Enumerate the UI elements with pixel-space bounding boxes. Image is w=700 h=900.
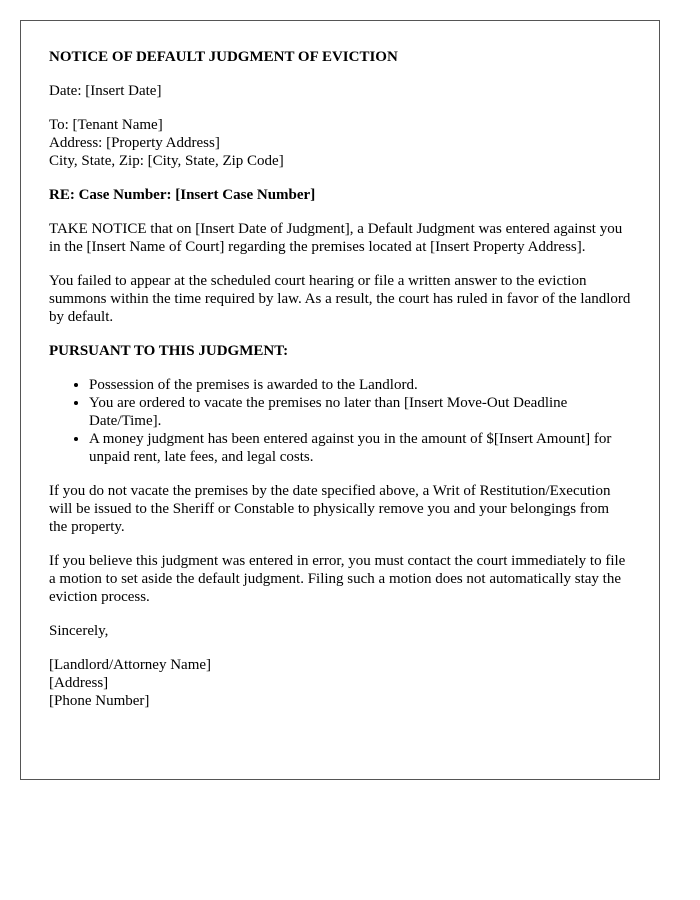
signature-block: [49, 656, 631, 710]
notice-document: [20, 20, 660, 780]
judgment-item: • Possession of the premises is awarded to the Landlord.: [89, 376, 631, 394]
signature-name: [Landlord/Attorney Name]: [49, 657, 212, 673]
judgment-item: • A money judgment has been entered against you in the amount of $[Insert Amount] for unpaid rent, late fees, and legal costs.: [89, 430, 631, 466]
failure-to-appear-paragraph: You failed to appear at the scheduled court hearing or file a written answer to the eviction summons within the time required by law. As a result, the court has ruled in favor of the landlord by default.: [49, 273, 631, 325]
signature-address: [Address]: [49, 675, 109, 691]
notice-title: NOTICE OF DEFAULT JUDGMENT OF EVICTION: [49, 49, 398, 65]
recipient-to: To: [Tenant Name]: [49, 117, 163, 133]
judgment-items-list: [49, 376, 631, 466]
case-number-line: RE: Case Number: [Insert Case Number]: [49, 187, 316, 203]
judgment-section-heading: PURSUANT TO THIS JUDGMENT:: [49, 343, 289, 359]
signature-phone: [Phone Number]: [49, 693, 150, 709]
recipient-block: [49, 116, 631, 170]
judgment-notice-paragraph: TAKE NOTICE that on [Insert Date of Judgment], a Default Judgment was entered against you in the [Insert Name of Court] regarding the premises located at [Insert Property Address].: [49, 221, 623, 255]
writ-warning-paragraph: If you do not vacate the premises by the date specified above, a Writ of Restitution/Execution will be issued to the Sheriff or Constable to physically remove you and your belongings from the property.: [49, 483, 611, 535]
date-line: Date: [Insert Date]: [49, 83, 162, 99]
recipient-address: Address: [Property Address]: [49, 135, 220, 151]
judgment-item: • You are ordered to vacate the premises no later than [Insert Move-Out Deadline Date/Time].: [89, 394, 631, 430]
recipient-city-state-zip: City, State, Zip: [City, State, Zip Code]: [49, 153, 284, 169]
error-remedy-paragraph: If you believe this judgment was entered in error, you must contact the court immediately to file a motion to set aside the default judgment. Filing such a motion does not automatically stay the eviction process.: [49, 553, 626, 605]
closing-salutation: Sincerely,: [49, 623, 109, 639]
